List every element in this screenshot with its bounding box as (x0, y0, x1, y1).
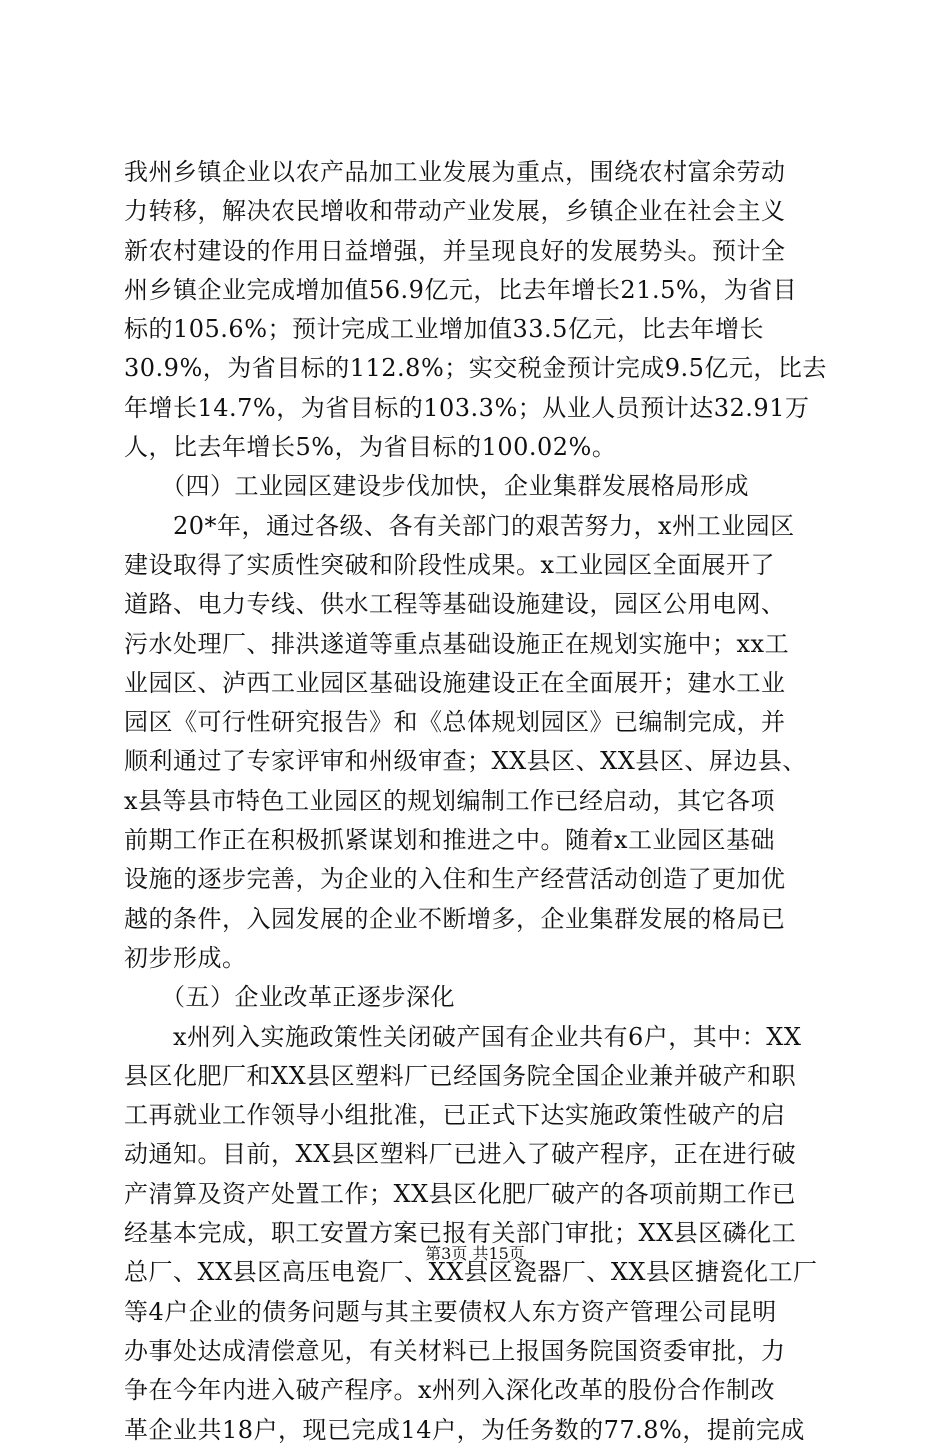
text-line: 污水处理厂、排洪遂道等重点基础设施正在规划实施中；xx工 (124, 629, 790, 658)
text-line: 总厂、XX县区高压电瓷厂、XX县区瓷器厂、XX县区搪瓷化工厂 (124, 1258, 818, 1287)
text-line: 顺利通过了专家评审和州级审查；XX县区、XX县区、屏边县、 (124, 747, 807, 776)
text-line: 工再就业工作领导小组批准，已正式下达实施政策性破产的启 (124, 1101, 786, 1130)
page-footer (0, 1244, 950, 1264)
page-number-label: 第3页 共15页 (425, 1244, 525, 1263)
text-line: 等4户企业的债务问题与其主要债权人东方资产管理公司昆明 (124, 1297, 777, 1326)
text-line: 办事处达成清偿意见，有关材料已上报国务院国资委审批，力 (124, 1336, 786, 1365)
text-line: 前期工作正在积极抓紧谋划和推进之中。随着x工业园区基础 (124, 826, 776, 855)
text-line: 设施的逐步完善，为企业的入住和生产经营活动创造了更加优 (124, 865, 786, 894)
text-line: 力转移，解决农民增收和带动产业发展，乡镇企业在社会主义 (124, 197, 786, 226)
text-line: 20*年，通过各级、各有关部门的艰苦努力，x州工业园区 (124, 511, 795, 540)
text-line: 县区化肥厂和XX县区塑料厂已经国务院全国企业兼并破产和职 (124, 1061, 797, 1090)
text-line: 争在今年内进入破产程序。x州列入深化改革的股份合作制改 (124, 1376, 776, 1405)
text-line: 新农村建设的作用日益增强，并呈现良好的发展势头。预计全 (124, 236, 786, 265)
text-line: 业园区、泸西工业园区基础设施建设正在全面展开；建水工业 (124, 668, 786, 697)
text-line: 园区《可行性研究报告》和《总体规划园区》已编制完成，并 (124, 708, 786, 737)
text-line: 人，比去年增长5%，为省目标的100.02%。 (124, 433, 617, 462)
section-heading: （五）企业改革正逐步深化 (124, 983, 455, 1012)
text-line: 我州乡镇企业以农产品加工业发展为重点，围绕农村富余劳动 (124, 158, 786, 186)
text-line: 建设取得了实质性突破和阶段性成果。x工业园区全面展开了 (124, 550, 776, 579)
text-line: 动通知。目前，XX县区塑料厂已进入了破产程序，正在进行破 (124, 1140, 797, 1169)
text-line: 30.9%，为省目标的112.8%；实交税金预计完成9.5亿元，比去 (124, 354, 827, 383)
text-line: 州乡镇企业完成增加值56.9亿元，比去年增长21.5%，为省目 (124, 275, 798, 304)
text-line: x州列入实施政策性关闭破产国有企业共有6户，其中：XX (124, 1022, 802, 1051)
text-line: 越的条件，入园发展的企业不断增多，企业集群发展的格局已 (124, 904, 786, 933)
section-heading: （四）工业园区建设步伐加快，企业集群发展格局形成 (124, 472, 749, 501)
text-line: 标的105.6%；预计完成工业增加值33.5亿元，比去年增长 (124, 315, 764, 344)
text-line: 产清算及资产处置工作；XX县区化肥厂破产的各项前期工作已 (124, 1179, 797, 1208)
text-line: 经基本完成，职工安置方案已报有关部门审批；XX县区磷化工 (124, 1219, 797, 1248)
text-line: 道路、电力专线、供水工程等基础设施建设，园区公用电网、 (124, 590, 786, 619)
text-line: 初步形成。 (124, 943, 247, 972)
text-line: 革企业共18户，现已完成14户，为任务数的77.8%，提前完成 (124, 1415, 805, 1444)
text-line: 年增长14.7%，为省目标的103.3%；从业人员预计达32.91万 (124, 393, 810, 422)
text-line: x县等县市特色工业园区的规划编制工作已经启动，其它各项 (124, 786, 776, 815)
